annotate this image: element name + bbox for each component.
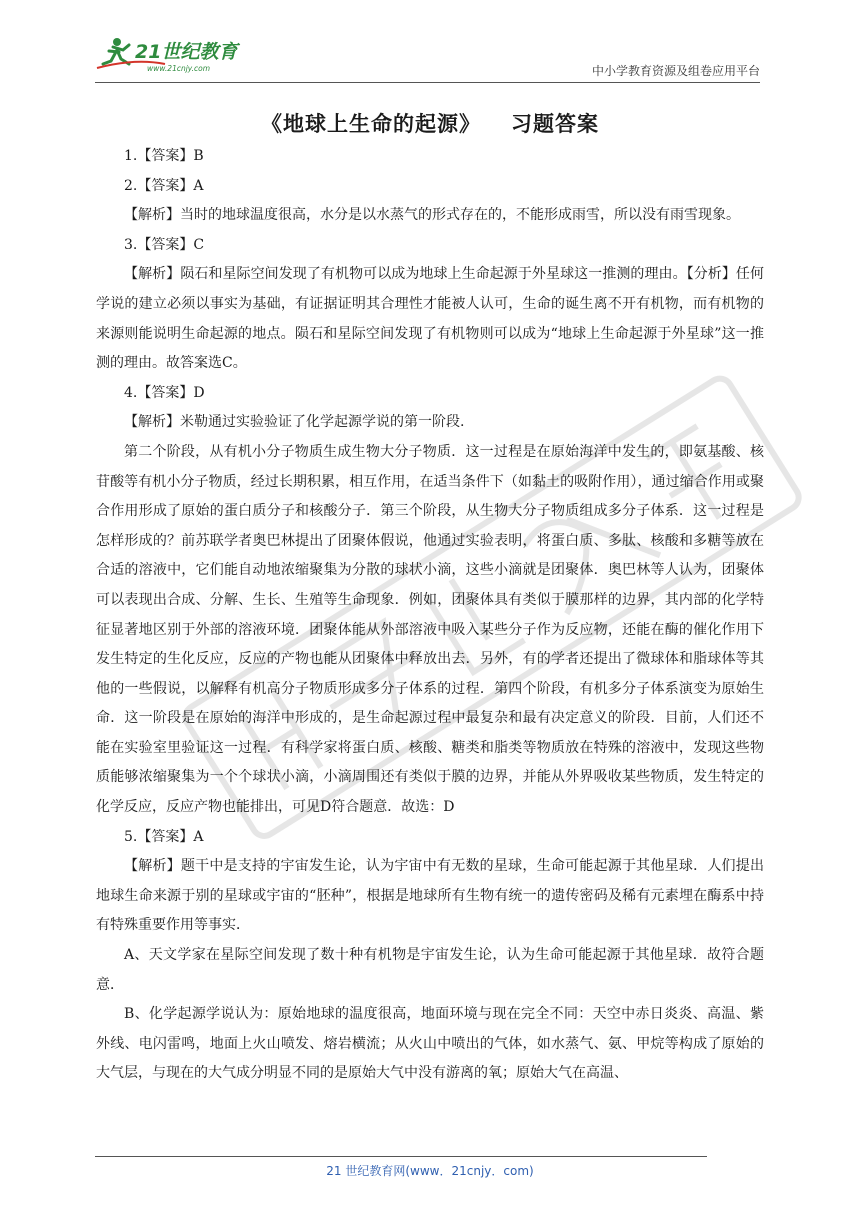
- answer-3: 3.【答案】C: [124, 236, 205, 253]
- option-a: A、天文学家在星际空间发现了数十种有机物是宇宙发生论，认为生命可能起源于其他星球．故符合题意．: [96, 947, 764, 993]
- analysis-4-detail: 第二个阶段，从有机小分子物质生成生物大分子物质．这一过程是在原始海洋中发生的，即氨基酸、核苷酸等有机小分子物质，经过长期积累，相互作用，在适当条件下（如黏土的吸附作用），通过缩合作用或聚合作用形成了原始的蛋白质分子和核酸分子．第三个阶段，从生物大分子物质组成多分子体系．这一过程是怎样形成的？前苏联学者奥巴林提出了团聚体假说，他通过实验表明，将蛋白质、多肽、核酸和多糖等放在合适的溶液中，它们能自动地浓缩聚集为分散的球状小滴，这些小滴就是团聚体．奥巴林等人认为，团聚体可以表现出合成、分解、生长、生殖等生命现象．例如，团聚体具有类似于膜那样的边界，其内部的化学特征显著地区别于外部的溶液环境．团聚体能从外部溶液中吸入某些分子作为反应物，还能在酶的催化作用下发生特定的生化反应，反应的产物也能从团聚体中释放出去．另外，有的学者还提出了微球体和脂球体等其他的一些假说，以解释有机高分子物质形成多分子体系的过程．第四个阶段，有机多分子体系演变为原始生命．这一阶段是在原始的海洋中形成的，是生命起源过程中最复杂和最有决定意义的阶段．目前，人们还不能在实验室里验证这一过程．有科学家将蛋白质、核酸、糖类和脂类等物质放在特殊的溶液中，发现这些物质能够浓缩聚集为一个个球状小滴，小滴周围还有类似于膜的边界，并能从外界吸收某些物质，发生特定的化学反应，反应产物也能排出，可见D符合题意．故选：D: [96, 443, 764, 816]
- svg-text:www.21cnjy.com: www.21cnjy.com: [147, 64, 211, 73]
- header-divider: [95, 82, 760, 83]
- analysis-4: 【解析】米勒通过实验验证了化学起源学说的第一阶段.: [124, 414, 465, 431]
- option-b: B、化学起源学说认为：原始地球的温度很高，地面环境与现在完全不同：天空中赤日炎炎、高温、紫外线、电闪雷鸣，地面上火山喷发、熔岩横流；从火山中喷出的气体，如水蒸气、氨、甲烷等构成了原始的大气层，与现在的大气成分明显不同的是原始大气中没有游离的氧；原始大气在高温、: [96, 1006, 764, 1082]
- logo-icon: [95, 34, 265, 74]
- answer-content: [96, 142, 764, 1089]
- platform-name: 中小学教育资源及组卷应用平台: [591, 64, 760, 78]
- svg-text:21世纪教育: 21世纪教育: [135, 41, 238, 63]
- analysis-5: 【解析】题干中是支持的宇宙发生论，认为宇宙中有无数的星球，生命可能起源于其他星球．人们提出地球生命来源于别的星球或宇宙的“胚种”，根据是地球所有生物有统一的遗传密码及稀有元素埋在酶系中持有特殊重要作用等事实．: [96, 858, 764, 934]
- answer-5: 5.【答案】A: [124, 828, 204, 845]
- title-main: 《地球上生命的起源》: [261, 111, 481, 136]
- title-suffix: 习题答案: [511, 111, 599, 136]
- answer-1: 1.【答案】B: [124, 148, 204, 164]
- page-footer: 21 世纪教育网(www．21cnjy．com): [326, 1164, 534, 1178]
- analysis-3: 【解析】陨石和星际空间发现了有机物可以成为地球上生命起源于外星球这一推测的理由。【分析】任何学说的建立必须以事实为基础，有证据证明其合理性才能被人认可，生命的诞生离不开有机物，而有机物的来源则能说明生命起源的地点。陨石和星际空间发现了有机物则可以成为“地球上生命起源于外星球”这一推测的理由。故答案选C。: [96, 266, 764, 372]
- analysis-2: 【解析】当时的地球温度很高，水分是以水蒸气的形式存在的，不能形成雨雪，所以没有雨雪现象。: [124, 207, 740, 224]
- page-title: [0, 108, 860, 138]
- page-header: [95, 30, 760, 80]
- answer-4: 4.【答案】D: [124, 384, 205, 401]
- footer-divider: [95, 1156, 707, 1157]
- answer-2: 2.【答案】A: [124, 177, 204, 194]
